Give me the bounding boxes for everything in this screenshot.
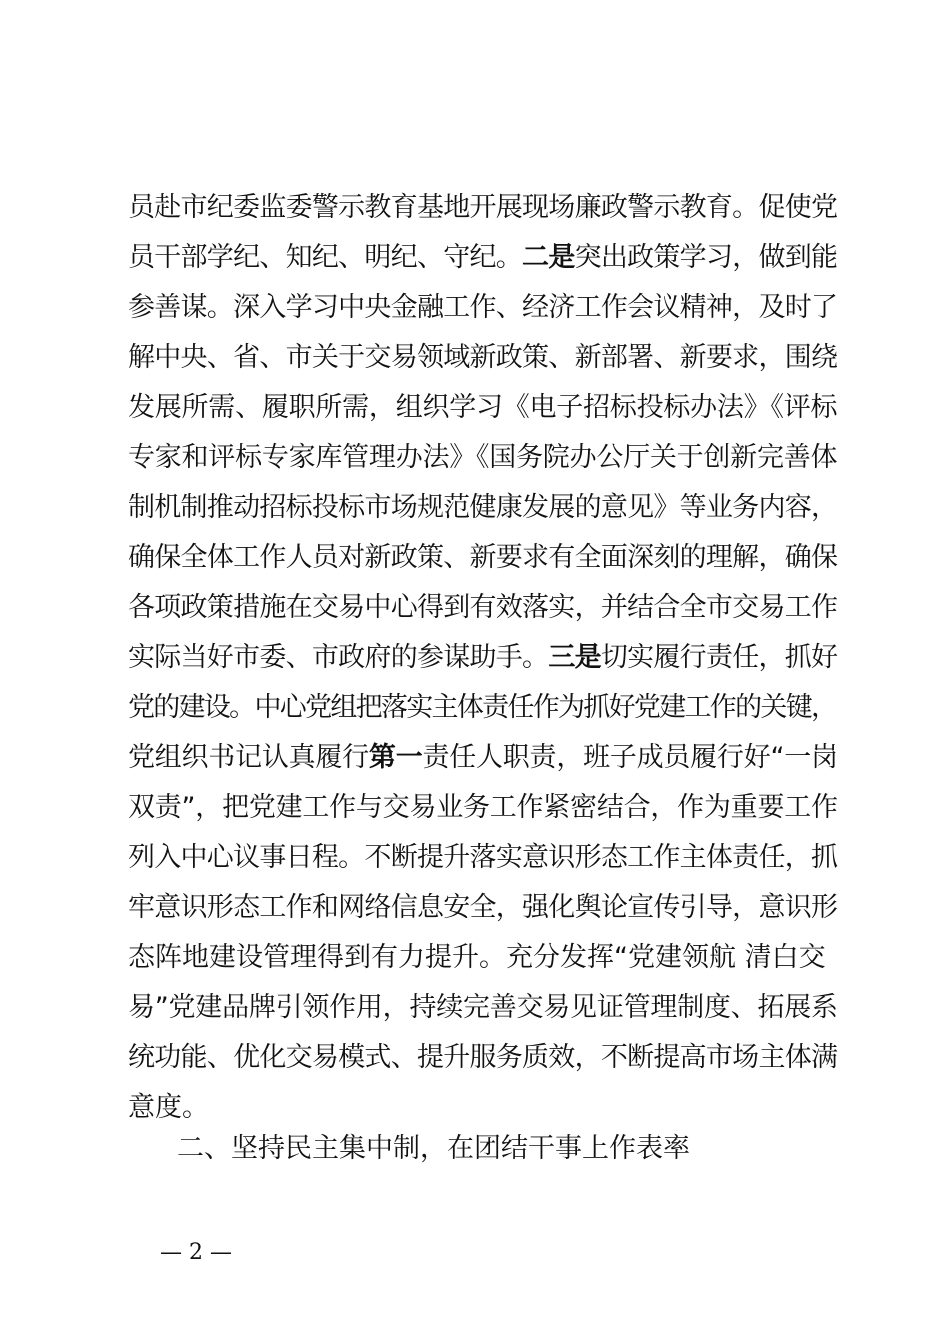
bold-emphasis: 第一 [368, 742, 423, 773]
page-number: — 2 — [160, 1240, 232, 1265]
text-line [128, 1033, 838, 1083]
line-text: 态阵地建设管理得到有力提升。充分发挥“党建领航 清白交 [128, 942, 826, 973]
line-text: 员干部学纪、知纪、明纪、守纪。 [128, 242, 523, 273]
text-line [128, 983, 838, 1033]
text-line [128, 683, 838, 733]
line-text: 易”党建品牌引领作用，持续完善交易见证管理制度、拓展系 [128, 992, 838, 1023]
line-text: 确保全体工作人员对新政策、新要求有全面深刻的理解，确保 [128, 542, 838, 573]
text-line [128, 283, 838, 333]
text-line [128, 783, 838, 833]
line-text: 双责”，把党建工作与交易业务工作紧密结合，作为重要工作 [128, 792, 838, 823]
line-text: 切实履行责任，抓好 [600, 642, 838, 673]
text-line [128, 833, 838, 883]
text-line [128, 533, 838, 583]
text-line [128, 883, 838, 933]
line-text: 列入中心议事日程。不断提升落实意识形态工作主体责任，抓 [128, 842, 838, 873]
line-text: 制机制推动招标投标市场规范健康发展的意见》等业务内容， [128, 492, 838, 523]
line-text: 发展所需、履职所需，组织学习《电子招标投标办法》《评标 [128, 392, 838, 423]
line-text: 牢意识形态工作和网络信息安全，强化舆论宣传引导，意识形 [128, 892, 838, 923]
text-line [128, 733, 838, 783]
line-text: 专家和评标专家库管理办法》《国务院办公厅关于创新完善体 [128, 442, 838, 473]
line-text: 统功能、优化交易模式、提升服务质效，不断提高市场主体满 [128, 1042, 838, 1073]
text-line [128, 183, 838, 233]
text-line [128, 583, 838, 633]
line-text: 实际当好市委、市政府的参谋助手。 [128, 642, 549, 673]
line-text: 各项政策措施在交易中心得到有效落实，并结合全市交易工作 [128, 592, 838, 623]
text-line [128, 633, 838, 683]
text-line [128, 483, 838, 533]
line-text: 党的建设。中心党组把落实主体责任作为抓好党建工作的关键， [128, 692, 837, 723]
text-line [128, 933, 838, 983]
bold-emphasis: 三是 [548, 642, 601, 673]
line-text: 责任人职责，班子成员履行好“一岗 [422, 742, 838, 773]
text-line [128, 383, 838, 433]
line-text: 党组织书记认真履行 [128, 742, 369, 773]
line-text: 解中央、省、市关于交易领域新政策、新部署、新要求，围绕 [128, 342, 838, 373]
text-line [128, 233, 838, 283]
section-heading: 二、坚持民主集中制，在团结干事上作表率 [177, 1133, 690, 1164]
line-text: 意度。 [128, 1092, 209, 1123]
line-text: 员赴市纪委监委警示教育基地开展现场廉政警示教育。促使党 [128, 192, 838, 223]
text-line [128, 333, 838, 383]
line-text: 参善谋。深入学习中央金融工作、经济工作会议精神，及时了 [128, 292, 838, 323]
line-text: 突出政策学习，做到能 [574, 242, 838, 273]
body-paragraph [128, 183, 838, 1133]
bold-emphasis: 二是 [522, 242, 575, 273]
text-line [128, 433, 838, 483]
